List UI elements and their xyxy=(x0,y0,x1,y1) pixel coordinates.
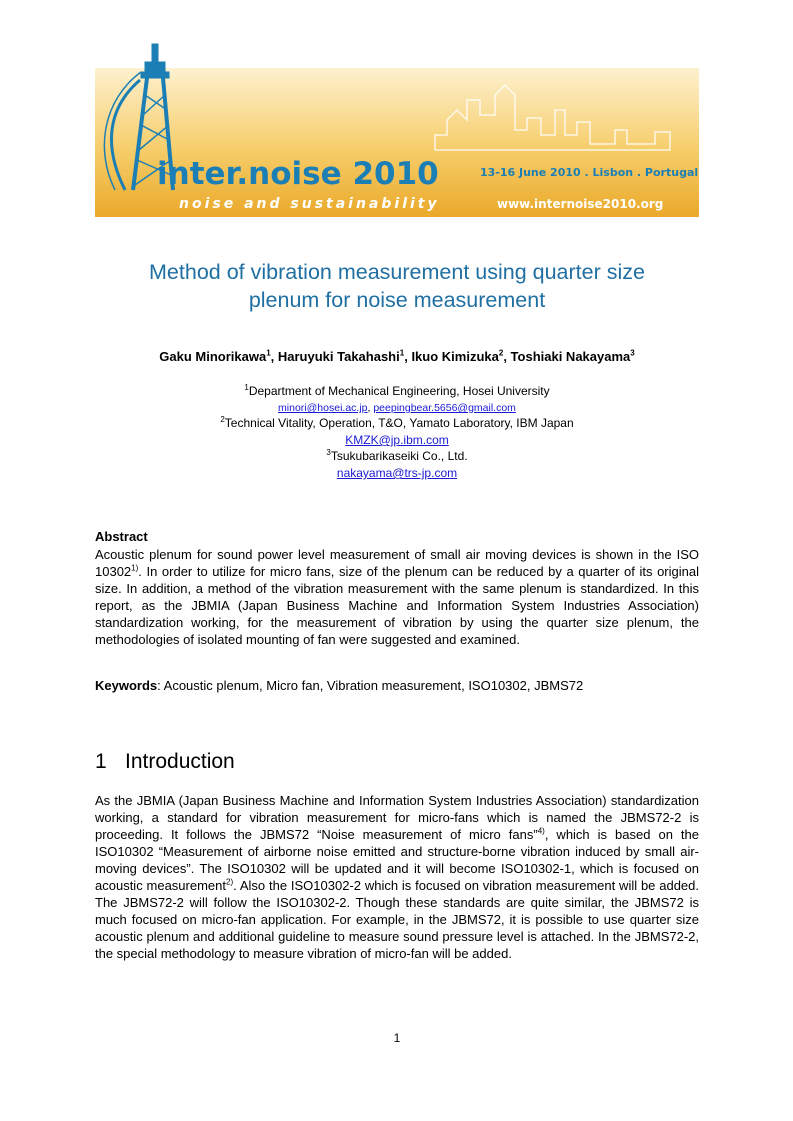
keywords-label: Keywords xyxy=(95,678,158,693)
affiliation-text: Tsukubarikaseiki Co., Ltd. xyxy=(330,449,468,463)
banner-website: www.internoise2010.org xyxy=(497,197,664,211)
affiliation-text: Technical Vitality, Operation, T&O, Yamato Laboratory, IBM Japan xyxy=(224,416,574,430)
author-sup: 2 xyxy=(498,348,504,358)
intro-text: . Also the ISO10302-2 which is focused on vibration measurement will be added. The JBMS72-2 will follow the ISO10302-2. Though these standards are quite similar, the JBMS72 is much focused on micro-fan application. For example, in the JBMS72, it is possible to use quarter size acoustic plenum and additional guideline to measure sound pressure level is attached. In the JBMS72-2, the special methodology to measure vibration of micro-fan will be added. xyxy=(95,878,700,961)
abstract-text: Acoustic plenum for sound power level measurement of small air moving devices is shown in the ISO 10302 xyxy=(95,547,699,579)
author-sup: 1 xyxy=(266,348,271,358)
author-sup: 3 xyxy=(630,348,635,358)
page-number: 1 xyxy=(393,1031,401,1045)
section-heading xyxy=(95,750,235,774)
affiliation-2-email xyxy=(95,433,699,447)
affiliation-3 xyxy=(95,449,699,463)
banner-tagline: noise and sustainability xyxy=(179,196,440,212)
affiliation-3-email xyxy=(95,466,699,480)
intro-paragraph xyxy=(95,792,699,962)
email-link[interactable]: minori@hosei.ac.jp xyxy=(278,402,368,414)
banner-graphic xyxy=(95,40,699,217)
affiliation-2 xyxy=(95,416,699,430)
abstract-text: . In order to utilize for micro fans, size of the plenum can be reduced by a quarter of its original size. In addition, a method of the vibration measurement with the same plenum is standardized. In this report, as the JBMIA (Japan Business Machine and Information System Industries Association) standardization working, for the measurement of vibration by using the quarter size plenum, the methodologies of isolated mounting of fan were suggested and examined. xyxy=(95,564,699,647)
keywords xyxy=(95,677,699,694)
author-name: Ikuo Kimizuka xyxy=(411,349,499,364)
affiliation-sup: 2 xyxy=(220,415,225,424)
keywords-text: : Acoustic plenum, Micro fan, Vibration measurement, ISO10302, JBMS72 xyxy=(157,678,584,693)
banner-background xyxy=(95,68,699,217)
affiliation-sup: 1 xyxy=(244,383,249,392)
abstract-body xyxy=(95,546,699,648)
affiliation-sup: 3 xyxy=(326,448,331,457)
title-line-2: plenum for noise measurement xyxy=(248,288,546,312)
citation-ref: 4) xyxy=(537,826,545,836)
abstract-heading: Abstract xyxy=(95,529,148,544)
author-list: Gaku Minorikawa$^1$, Haruyuki Takahashi$^1$, Ikuo Kimizuka$^2$, Toshiaki Nakayama$^3$ xyxy=(159,348,635,364)
author-name: Gaku Minorikawa xyxy=(159,349,267,364)
author-sup: 1 xyxy=(399,348,405,358)
citation-ref: 1) xyxy=(131,563,139,573)
paper-title xyxy=(95,258,699,314)
section-number: 1 xyxy=(95,750,107,773)
title-line-1: Method of vibration measurement using quarter size xyxy=(149,260,645,284)
author-name: Toshiaki Nakayama xyxy=(510,349,631,364)
banner-dates: 13-16 June 2010 . Lisbon . Portugal xyxy=(480,166,699,179)
email-link[interactable]: peepingbear.5656@gmail.com xyxy=(373,402,516,414)
affiliation-text: Department of Mechanical Engineering, Hosei University xyxy=(248,384,550,398)
intro-text: As the JBMIA (Japan Business Machine and Information System Industries Association) standardization working, a standard for vibration measurement for micro-fans which is named the JBMS72-2 is proceeding. It follows the JBMS72 “Noise measurement of micro fans” xyxy=(95,793,699,842)
citation-ref: 2) xyxy=(226,877,234,887)
intro-text: , which is based on the ISO10302 “Measurement of airborne noise emitted and structure-borne vibration induced by small air-moving devices”. The ISO10302 will be updated and it will become ISO10302-1, which is focused on acoustic measurement xyxy=(95,827,700,893)
banner-logo-text: inter.noise 2010 xyxy=(157,156,439,192)
conference-banner xyxy=(95,40,699,217)
affiliation-1-emails: minori@hosei.ac.jp, peepingbear.5656@gmail.com xyxy=(278,402,516,414)
email-link[interactable]: KMZK@jp.ibm.com xyxy=(345,433,449,447)
affiliation-1 xyxy=(95,384,699,398)
author-name: Haruyuki Takahashi xyxy=(277,349,400,364)
section-title: Introduction xyxy=(125,750,235,773)
email-link[interactable]: nakayama@trs-jp.com xyxy=(336,466,458,480)
